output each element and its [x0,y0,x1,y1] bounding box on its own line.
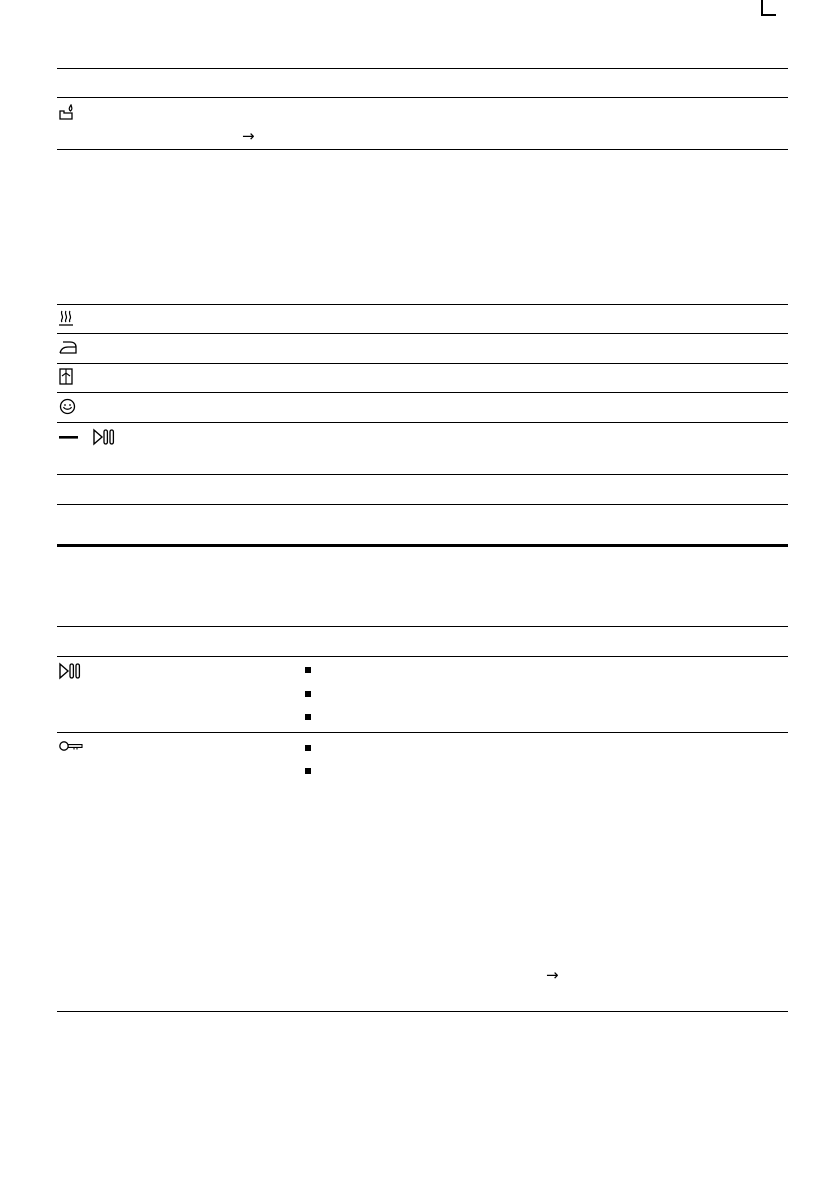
extra-rinse-icon [59,104,77,121]
minus-start-pause-icon [59,428,119,446]
wardrobe-icon [59,368,73,386]
iron-icon [58,339,78,355]
page-corner-mark [761,0,776,16]
table-2-header-rule [57,656,788,657]
table-1-rule [57,392,788,393]
table-1-rule [57,474,788,475]
table-1-rule [57,304,788,305]
arrow-symbol: → [546,966,559,984]
list-bullet [305,745,311,751]
table-1-rule [57,363,788,364]
table-1-bottom-rule [57,544,788,547]
table-1-top-rule [57,68,788,69]
start-pause-icon [59,662,85,680]
arrow-symbol: → [242,127,255,145]
drum-clean-icon [59,398,76,415]
key-icon [59,740,83,752]
table-2-bottom-rule [57,1011,788,1012]
list-bullet [305,714,311,720]
table-1-rule [57,149,788,150]
table-1-rule [57,333,788,334]
steam-icon [59,310,73,326]
list-bullet [305,667,311,673]
table-1-rule [57,422,788,423]
table-1-header-rule [57,97,788,98]
list-bullet [305,691,311,697]
table-2-rule [57,732,788,733]
list-bullet [305,768,311,774]
table-2-top-rule [57,626,788,627]
table-1-rule [57,504,788,505]
